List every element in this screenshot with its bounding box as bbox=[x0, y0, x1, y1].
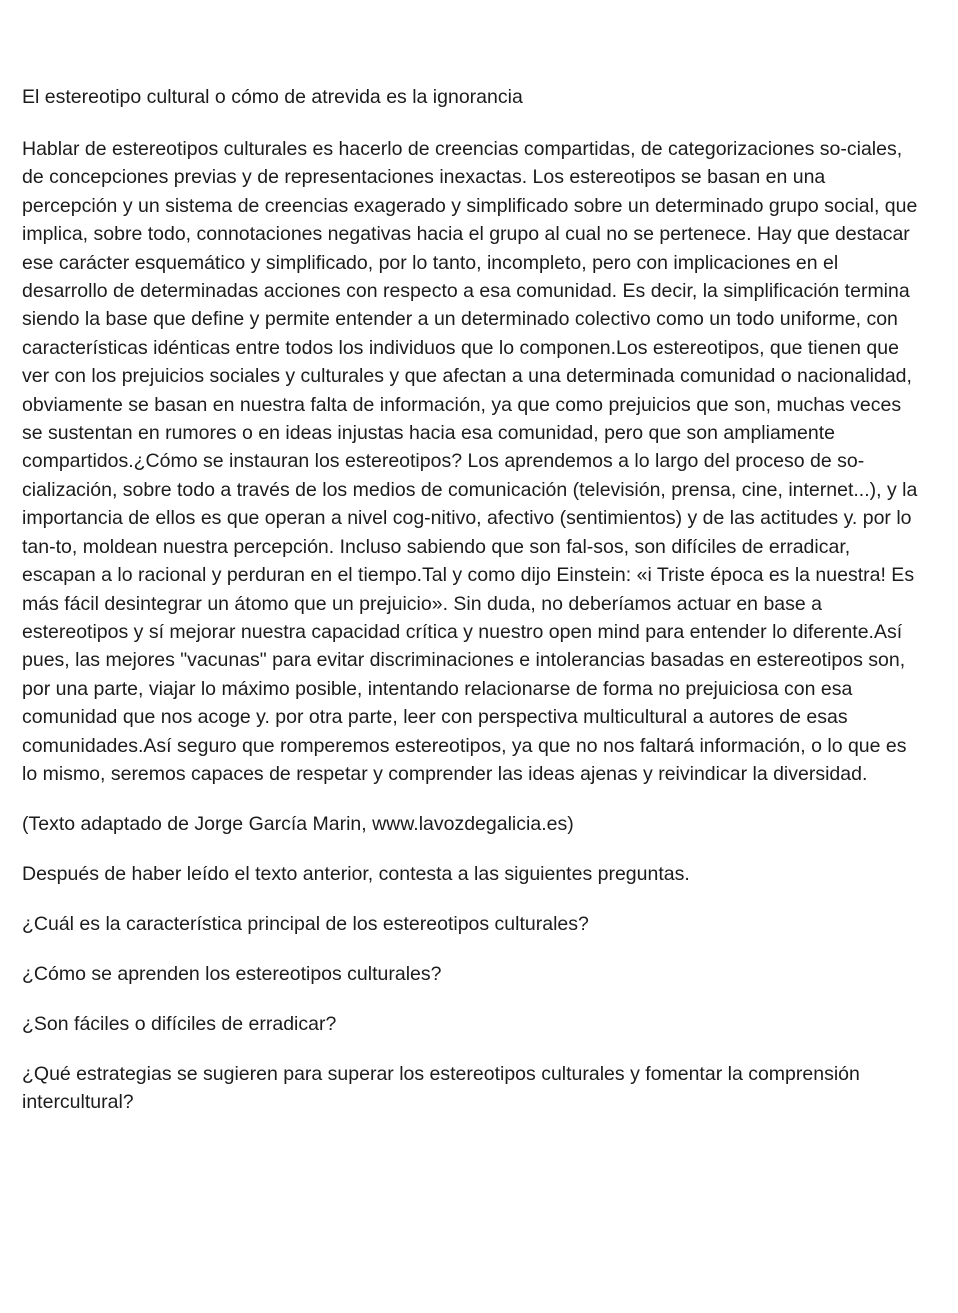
article-body: Hablar de estereotipos culturales es hacerlo de creencias compartidas, de categorizaciones so-ciales, de concepciones previas y de representaciones inexactas. Los estereotipos se basan en una percepción y un sistema de creencias exagerado y simplificado sobre un determinado grupo social, que implica, sobre todo, connotaciones negativas hacia el grupo al cual no se pertenece. Hay que destacar ese carácter esquemático y simplificado, por lo tanto, incompleto, pero con implicaciones en el desarrollo de determinadas acciones con respecto a esa comunidad. Es decir, la simplificación termina siendo la base que define y permite entender a un determinado colectivo como un todo uniforme, con características idénticas entre todos los individuos que lo componen.Los estereotipos, que tienen que ver con los prejuicios sociales y culturales y que afectan a una determinada comunidad o nacionalidad, obviamente se basan en nuestra falta de información, ya que como prejuicios que son, muchas veces se sustentan en rumores o en ideas injustas hacia esa comunidad, pero que son ampliamente compartidos.¿Cómo se instauran los estereotipos? Los aprendemos a lo largo del proceso de so-cialización, sobre todo a través de los medios de comunicación (televisión, prensa, cine, internet...), y la importancia de ellos es que operan a nivel cog-nitivo, afectivo (sentimientos) y de las actitudes y. por lo tan-to, moldean nuestra percepción. Incluso sabiendo que son fal-sos, son difíciles de erradicar, escapan a lo racional y perduran en el tiempo.Tal y como dijo Einstein: «i Triste época es la nuestra! Es más fácil desintegrar un átomo que un prejuicio». Sin duda, no deberíamos actuar en base a estereotipos y sí mejorar nuestra capacidad crítica y nuestro open mind para entender lo diferente.Así pues, las mejores "vacunas" para evitar discriminaciones e intolerancias basadas en estereotipos son, por una parte, viajar lo máximo posible, intentando relacionarse de forma no prejuiciosa con esa comunidad que nos acoge y. por otra parte, leer con perspectiva multicultural a autores de esas comunidades.Así seguro que romperemos estereotipos, ya que no nos faltará información, o lo que es lo mismo, seremos capaces de respetar y comprender las ideas ajenas y reivindicar la diversidad. bbox=[22, 138, 918, 785]
question-4: ¿Qué estrategias se sugieren para superar los estereotipos culturales y fomentar la comprensión intercultural? bbox=[22, 1063, 860, 1114]
question-1: ¿Cuál es la característica principal de los estereotipos culturales? bbox=[22, 913, 589, 936]
instructions: Después de haber leído el texto anterior, contesta a las siguientes preguntas. bbox=[22, 863, 690, 886]
question-3: ¿Son fáciles o difíciles de erradicar? bbox=[22, 1013, 337, 1036]
source-citation: (Texto adaptado de Jorge García Marin, www.lavozdegalicia.es) bbox=[22, 813, 574, 836]
document-page bbox=[22, 83, 922, 1116]
question-2: ¿Cómo se aprenden los estereotipos culturales? bbox=[22, 963, 442, 986]
document-title: El estereotipo cultural o cómo de atrevida es la ignorancia bbox=[22, 86, 523, 108]
